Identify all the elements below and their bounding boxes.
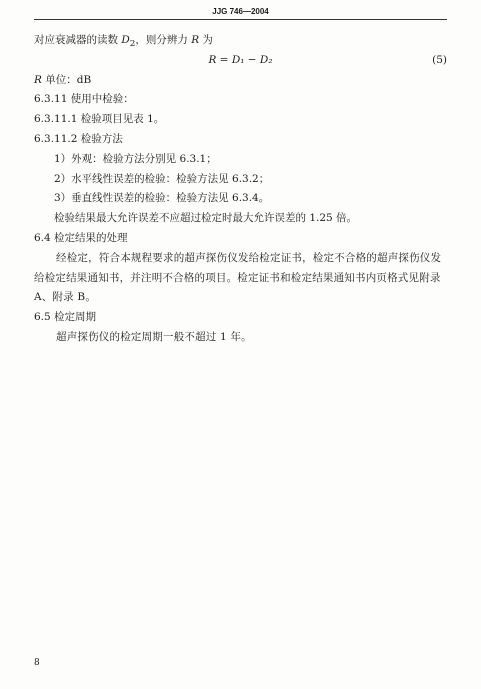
intro-end: 为 bbox=[199, 34, 213, 46]
result-note: 检验结果最大允许误差不应超过检定时最大允许误差的 1.25 倍。 bbox=[54, 212, 358, 225]
paragraph-6-4-line-2: 给检定结果通知书，并注明不合格的项目。检定证书和检定结果通知书内页格式见附录 bbox=[34, 271, 441, 284]
formula-row bbox=[34, 51, 447, 71]
var-r: R bbox=[191, 34, 200, 46]
intro-sentence bbox=[34, 31, 447, 51]
intro-pre: 对应衰减器的读数 bbox=[34, 34, 122, 46]
var-d: D bbox=[121, 34, 130, 46]
method-item-1: 1）外观：检验方法分别见 6.3.1； bbox=[54, 152, 217, 165]
method-item-3: 3）垂直线性误差的检验：检验方法见 6.3.4。 bbox=[54, 192, 270, 205]
resolution-formula: R = D₁ − D₂ bbox=[208, 53, 273, 66]
header-rule bbox=[34, 19, 447, 20]
method-item-2: 2）水平线性误差的检验：检验方法见 6.3.2； bbox=[54, 172, 270, 185]
unit-text: 单位：dB bbox=[41, 73, 92, 86]
document-body bbox=[34, 31, 447, 348]
section-6-3-11-2: 6.3.11.2 检验方法 bbox=[34, 132, 123, 145]
paragraph-6-4-line-3: A、附录 B。 bbox=[34, 291, 97, 304]
intro-post: ，则分辨力 bbox=[135, 34, 192, 46]
paragraph-6-5: 超声探伤仪的检定周期一般不超过 1 年。 bbox=[56, 330, 252, 343]
unit-var: R bbox=[34, 73, 42, 86]
section-6-4: 6.4 检定结果的处理 bbox=[34, 231, 128, 244]
page-header: JJG 746—2004 bbox=[212, 7, 269, 16]
section-6-5: 6.5 检定周期 bbox=[34, 311, 97, 324]
var-d-subscript: 2 bbox=[129, 39, 136, 50]
section-6-3-11: 6.3.11 使用中检验： bbox=[34, 93, 134, 106]
section-6-3-11-1: 6.3.11.1 检验项目见表 1。 bbox=[34, 113, 165, 126]
equation-number: (5) bbox=[432, 53, 447, 66]
paragraph-6-4-line-1: 经检定，符合本规程要求的超声探伤仪发给检定证书，检定不合格的超声探伤仪发 bbox=[56, 251, 442, 264]
page-number: 8 bbox=[34, 658, 40, 668]
unit-line bbox=[34, 71, 447, 91]
